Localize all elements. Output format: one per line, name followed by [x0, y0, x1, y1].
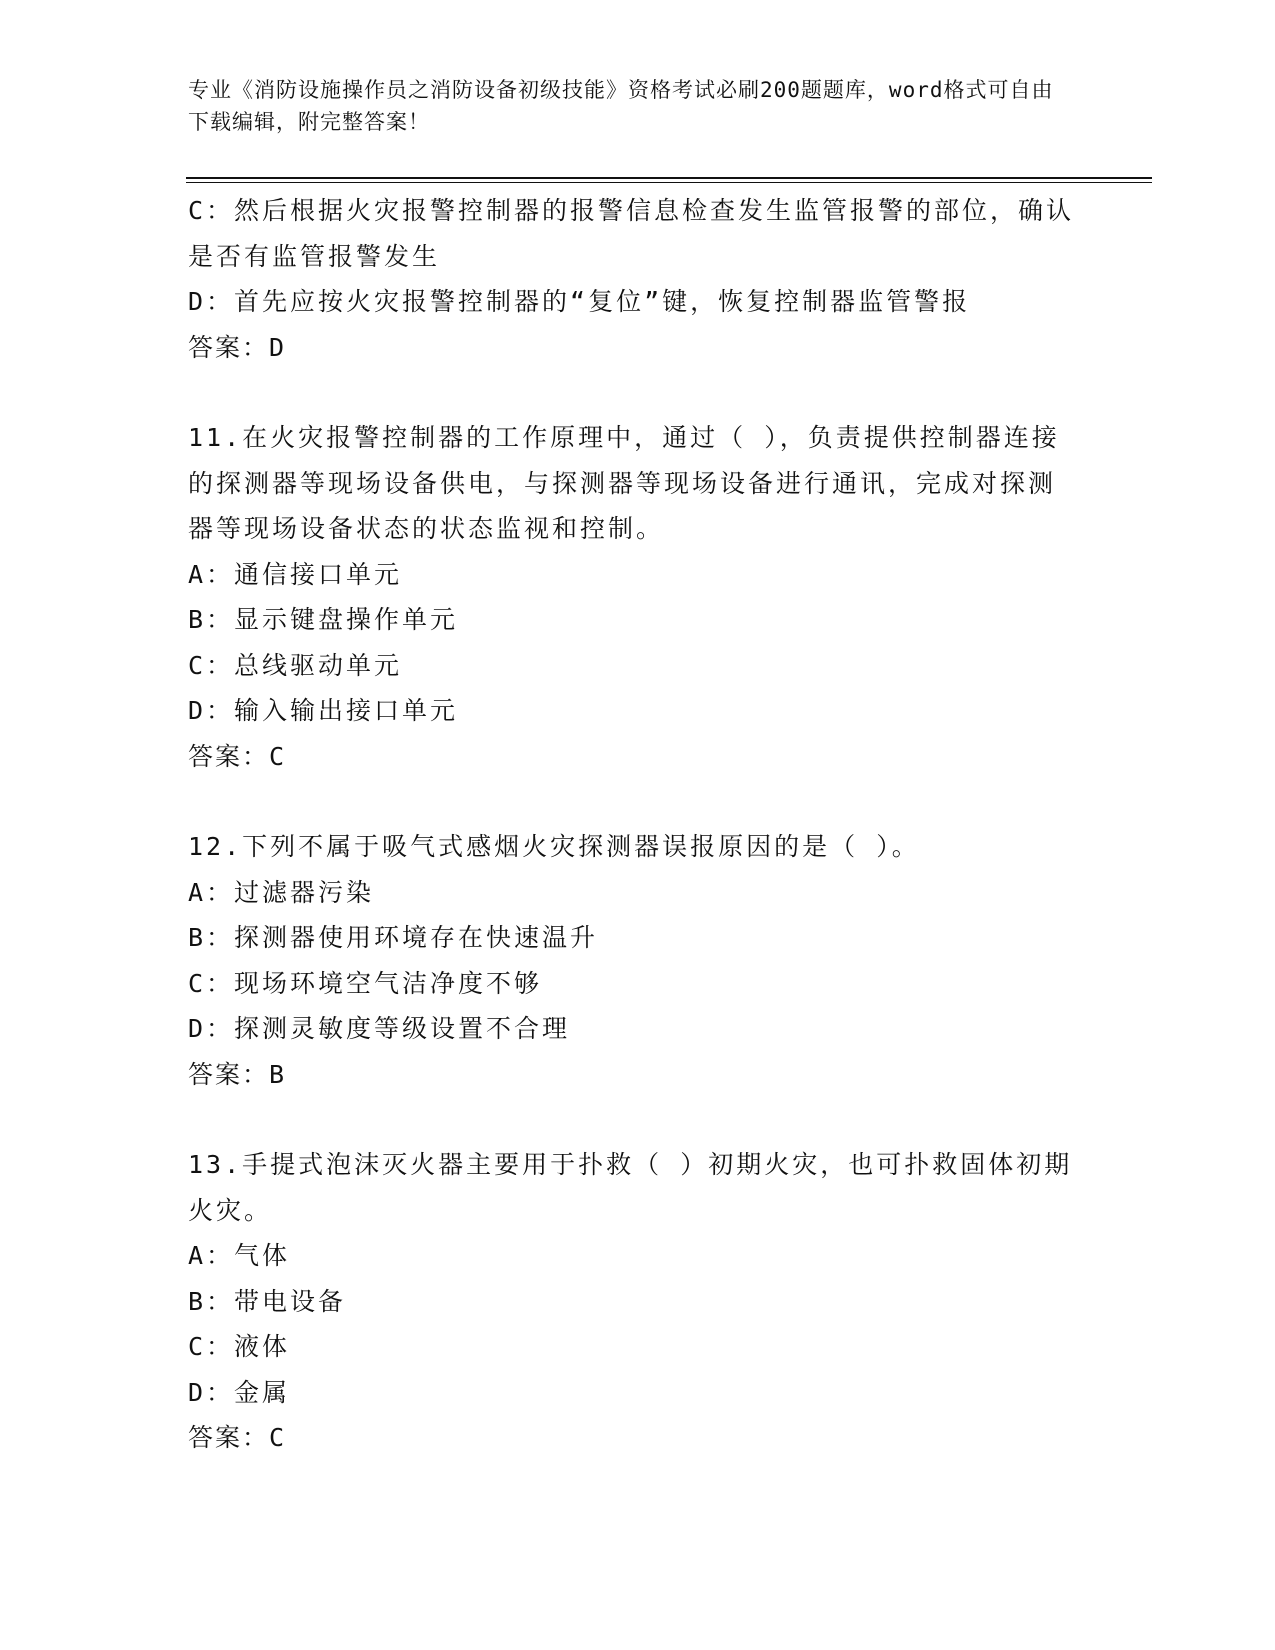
option-b: B：探测器使用环境存在快速温升	[188, 923, 599, 952]
option-c: C：然后根据火灾报警控制器的报警信息检查发生监管报警的部位，确认是否有监管报警发生	[188, 196, 1075, 271]
option-a: A：气体	[188, 1241, 291, 1270]
question-stem: 11.在火灾报警控制器的工作原理中，通过（ ），负责提供控制器连接的探测器等现场设备供电，与探测器等现场设备进行通讯，完成对探测器等现场设备状态的状态监视和控制。	[188, 423, 1060, 543]
page-header: 专业《消防设施操作员之消防设备初级技能》资格考试必刷200题题库，word格式可自由下载编辑，附完整答案！	[188, 78, 1054, 134]
answer-label: 答案：B	[188, 1059, 287, 1089]
option-c: C：总线驱动单元	[188, 650, 403, 680]
option-d: D：首先应按火灾报警控制器的“复位”键，恢复控制器监管警报	[188, 287, 971, 316]
answer-label: 答案：C	[188, 1423, 287, 1452]
header-divider	[186, 177, 1152, 179]
option-b: B：显示键盘操作单元	[188, 605, 459, 634]
option-a: A：过滤器污染	[188, 877, 375, 907]
option-d: D：输入输出接口单元	[188, 696, 459, 725]
option-d: D：金属	[188, 1377, 291, 1407]
answer-label: 答案：C	[188, 741, 287, 771]
question-content	[188, 188, 1078, 1461]
question-12	[188, 824, 1078, 1097]
option-d: D：探测灵敏度等级设置不合理	[188, 1014, 571, 1043]
question-stem: 13.手提式泡沫灭火器主要用于扑救（ ）初期火灾，也可扑救固体初期火灾。	[188, 1150, 1073, 1225]
question-stem: 12.下列不属于吸气式感烟火灾探测器误报原因的是（ ）。	[188, 832, 920, 861]
question-11	[188, 415, 1078, 779]
option-a: A：通信接口单元	[188, 559, 403, 589]
option-c: C：液体	[188, 1332, 291, 1361]
option-b: B：带电设备	[188, 1286, 347, 1316]
header-divider-thin	[186, 182, 1152, 183]
question-13	[188, 1142, 1078, 1461]
continued-question	[188, 188, 1078, 370]
answer-label: 答案：D	[188, 332, 287, 362]
option-c: C：现场环境空气洁净度不够	[188, 968, 543, 998]
